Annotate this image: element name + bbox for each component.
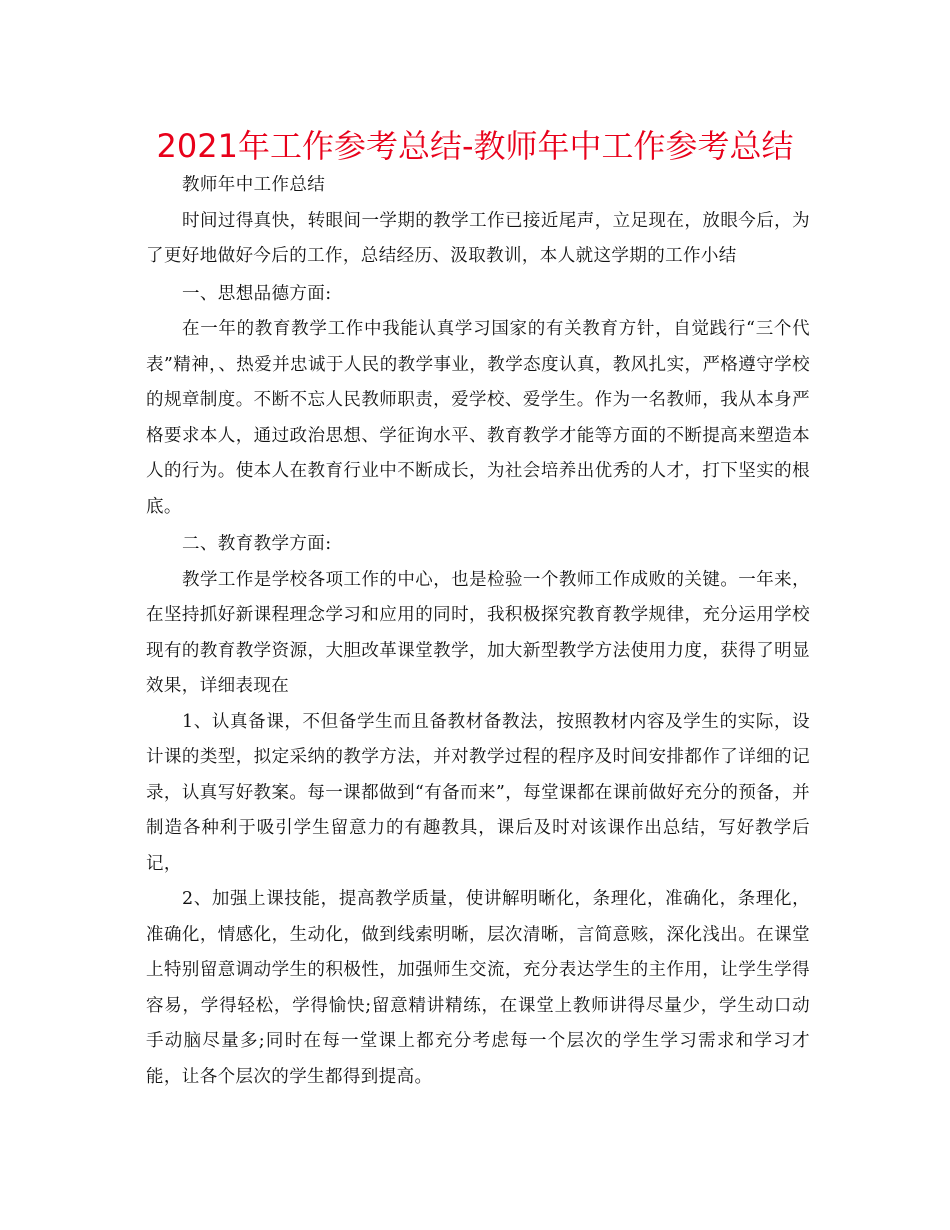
ideology-paragraph: 在一年的教育教学工作中我能认真学习国家的有关教育方针，自觉践行“三个代表”精神，、热爱并忠诚于人民的教学事业，教学态度认真，教风扎实，严格遵守学校的规章制度。不断不忘人民教师职责，爱学校、爱学生。作为一名教师，我从本身严格要求本人，通过政治思想、学征询水平、教育教学才能等方面的不断提高来塑造本人的行为。使本人在教育行业中不断成长，为社会培养出优秀的人才，打下坚实的根底。 [146,319,810,517]
section-heading-ideology: 一、思想品德方面: [182,283,332,304]
teaching-paragraph: 教学工作是学校各项工作的中心，也是检验一个教师工作成败的关键。一年来，在坚持抓好新课程理念学习和应用的同时，我积极探究教育教学规律，充分运用学校现有的教育教学资源，大胆改革课堂教学，加大新型教学方法使用力度，获得了明显效果，详细表现在 [146,569,810,696]
subtitle-paragraph: 教师年中工作总结 [182,175,326,195]
document-title: 2021年工作参考总结-教师年中工作参考总结 [156,127,794,165]
class-skills-paragraph: 2、加强上课技能，提高教学质量，使讲解明晰化，条理化，准确化，条理化，准确化，情感化，生动化，做到线索明晰，层次清晰，言简意赅，深化浅出。在课堂上特别留意调动学生的积极性，加强师生交流，充分表达学生的主作用，让学生学得容易，学得轻松，学得愉快;留意精讲精练，在课堂上教师讲得尽量少，学生动口动手动脑尽量多;同时在每一堂课上都充分考虑每一个层次的学生学习需求和学习才能，让各个层次的学生都得到提高。 [146,889,810,1087]
intro-paragraph: 时间过得真快，转眼间一学期的教学工作已接近尾声，立足现在，放眼今后，为了更好地做好今后的工作，总结经历、汲取教训，本人就这学期的工作小结 [146,210,810,266]
document-body [146,168,810,1095]
section-heading-teaching: 二、教育教学方面: [182,534,332,554]
lesson-prep-paragraph: 1、认真备课，不但备学生而且备教材备教法，按照教材内容及学生的实际，设计课的类型，拟定采纳的教学方法，并对教学过程的程序及时间安排都作了详细的记录，认真写好教案。每一课都做到“有备而来”，每堂课都在课前做好充分的预备，并制造各种利于吸引学生留意力的有趣教具，课后及时对该课作出总结，写好教学后记， [146,711,810,874]
